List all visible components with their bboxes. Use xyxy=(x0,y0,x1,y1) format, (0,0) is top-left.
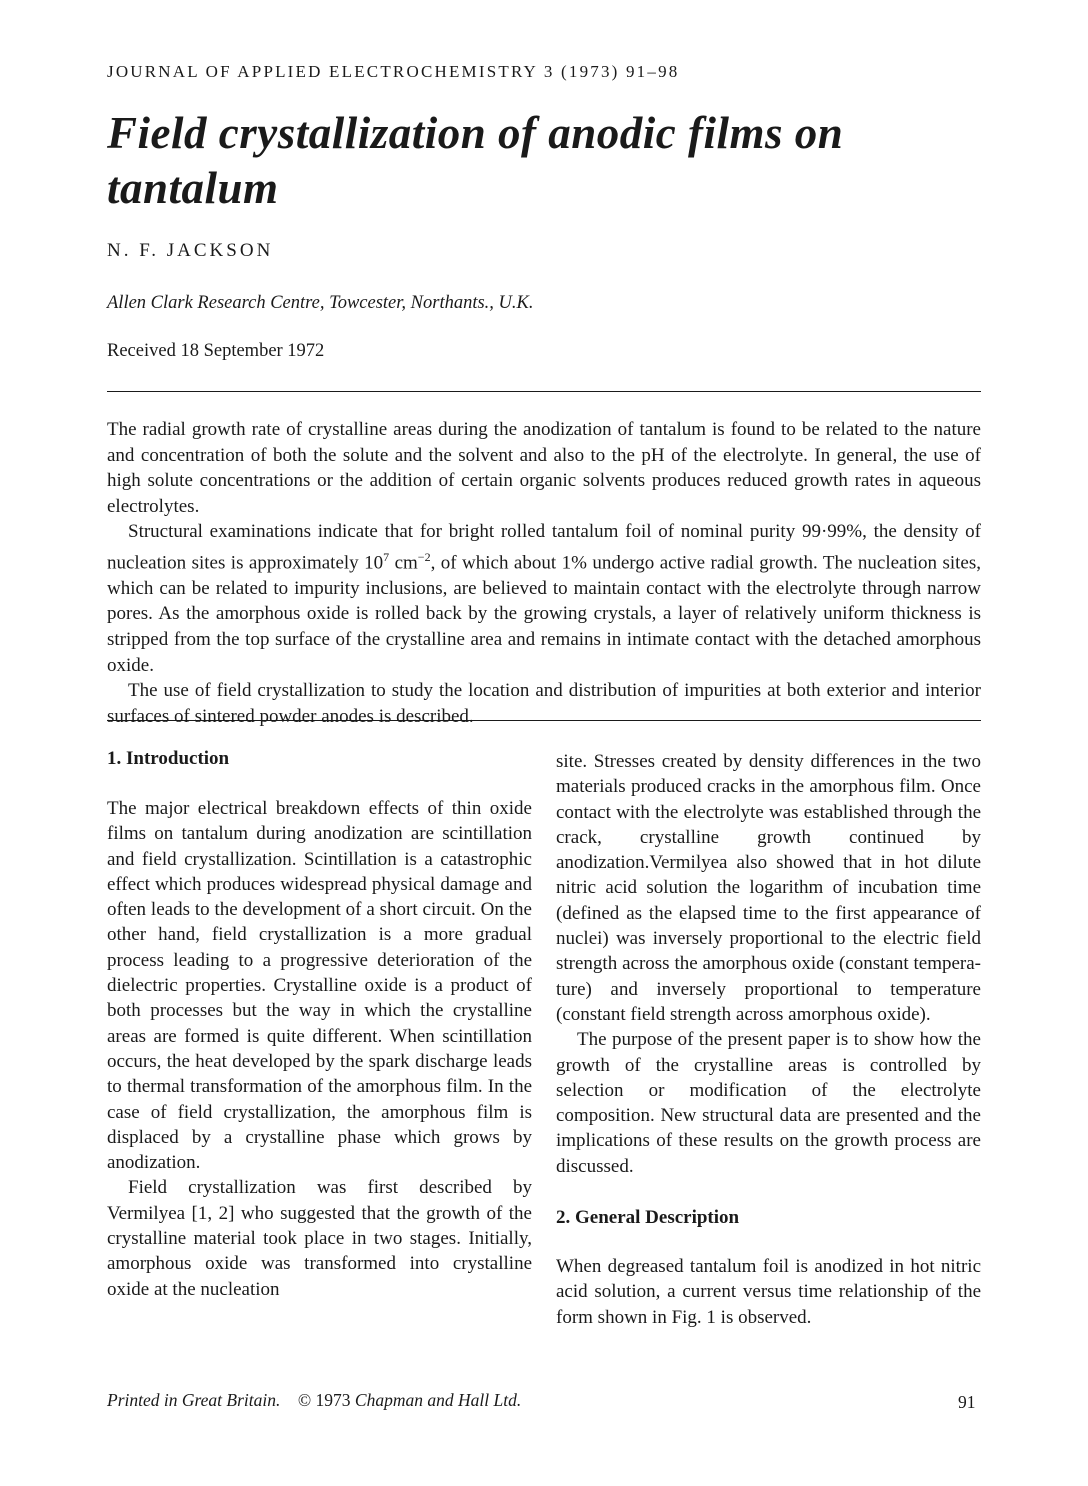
author-affiliation: Allen Clark Research Centre, Towcester, Northants., U.K. xyxy=(107,293,534,313)
journal-header: JOURNAL OF APPLIED ELECTROCHEMISTRY 3 (1973) 91–98 xyxy=(107,62,680,81)
abstract-paragraph-1: The radial growth rate of crystalline areas during the anodization of tantalum is found to be related to the nature and concentration of both the solute and the solvent and also to the pH of the electrolyte. In general, the use of high solute concentrations or the addition of certain organic solvents produces reduced growth rates in aqueous electrolytes. xyxy=(107,419,981,517)
abstract-p2-text-c: , of which about 1% undergo active radial growth. The nucleation sites, which can be related to impurity inclusions, are believed to maintain contact with the electrolyte through narrow pores. As the amorphous oxide is rolled back by the growing crystals, a layer of relatively uniform thickness is stripped from the top surface of the crystalline area and remains in intimate contact with the detached amorphous oxide. xyxy=(107,552,981,676)
page-number: 91 xyxy=(958,1392,976,1412)
general-paragraph-1: When degreased tantalum foil is anodized in hot nitric acid solution, a current versus time relationship of the form shown in Fig. 1 is observed. xyxy=(556,1256,981,1328)
footer-imprint xyxy=(107,1390,521,1411)
abstract-p2-text-b: cm xyxy=(389,552,418,574)
abstract-paragraph-2 xyxy=(107,519,981,678)
abstract-p2-exponent-2: −2 xyxy=(417,549,431,564)
intro-paragraph-2-start: Field crystallization was first described by Vermilyea [1, 2] who suggested that the growth of the crystalline material took place in two stages. Initially, amorphous oxide was transformed into crystalline oxide at the nucleation xyxy=(107,1177,532,1300)
abstract-p2-text-a: Structural examinations indicate that for bright rolled tantalum foil of nominal purity 99·99%, the density of nucleation sites is approximately 10 xyxy=(107,521,981,574)
intro-paragraph-2-cont: site. Stresses created by density differences in the two materials produced cracks in the amorphous film. Once contact with the electrolyte was established through the crack, crystalline growth continued by anodization.Vermilyea also showed that in hot dilute nitric acid solution the logarithm of incubation time (defined as the elapsed time to the first appearance of nuclei) was inversely proportional to the electric field strength across the amorphous oxide (constant temperature) and inversely proportional to temperature (constant field strength across amorphous oxide). xyxy=(556,751,981,1025)
abstract-divider xyxy=(107,720,981,721)
author-name: N. F. JACKSON xyxy=(107,240,274,261)
footer-printed: Printed in Great Britain. xyxy=(107,1390,281,1410)
intro-paragraph-3: The purpose of the present paper is to show how the growth of the crystalline areas is controlled by selection or modification of the electrolyte composition. New structural data are presented and the implications of these results on the growth process are discussed. xyxy=(556,1029,981,1177)
intro-paragraph-1: The major electrical breakdown effects of thin oxide films on tantalum during anodization are scintillation and field crystallization. Scintillation is a catastrophic effect which produces widespread physical damage and often leads to the development of a short circuit. On the other hand, field crystallization is a more gradual process leading to a progressive deterioration of the dielectric properties. Crystalline oxide is a product of both processes but the way in which the crystalline areas are formed is quite different. When scintillation occurs, the heat developed by the spark discharge leads to thermal transformation of the amorphous film. In the case of field crystallization, the amorphous film is displaced by a crystalline phase which grows by anodization. xyxy=(107,798,532,1174)
abstract-paragraph-3: The use of field crystallization to study the location and distribution of impurities at both exterior and interior surfaces of sintered powder anodes is described. xyxy=(107,680,981,727)
copyright-symbol: © xyxy=(297,1390,312,1410)
received-date: Received 18 September 1972 xyxy=(107,341,325,361)
article-title: Field crystallization of anodic films on tantalum xyxy=(107,108,844,213)
abstract-p2-exponent-1: 7 xyxy=(383,549,390,564)
left-column xyxy=(107,746,532,1302)
top-divider xyxy=(107,391,981,392)
section-2-heading: 2. General Description xyxy=(556,1207,740,1229)
copyright-year: 1973 xyxy=(315,1390,351,1410)
section-1-heading: 1. Introduction xyxy=(107,748,230,769)
footer-publisher: Chapman and Hall Ltd. xyxy=(354,1390,522,1410)
right-column xyxy=(556,749,981,1330)
abstract xyxy=(107,417,981,729)
